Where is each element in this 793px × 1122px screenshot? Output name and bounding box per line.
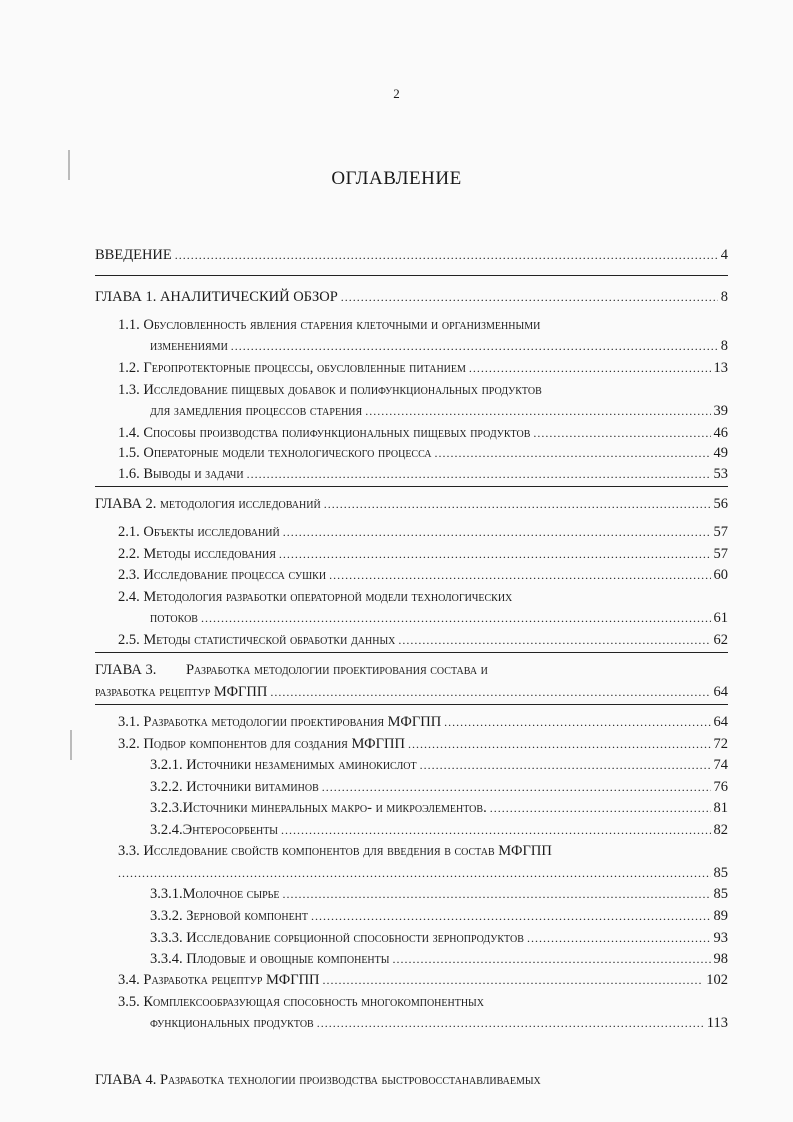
page-number: 2: [393, 86, 400, 101]
toc-label: изменениями: [150, 338, 228, 354]
toc-page: 4: [720, 247, 728, 263]
toc-entry-1-4[interactable]: [118, 424, 728, 442]
toc-page: 98: [713, 951, 728, 967]
toc-entry-1-2[interactable]: [118, 359, 728, 377]
toc-label: 3.2.2. Источники витаминов: [150, 779, 319, 795]
toc-entry-3-2[interactable]: [118, 735, 728, 753]
toc-label: 3.3.3. Исследование сорбционной способности зернопродуктов: [150, 930, 524, 946]
toc-entry-chapter-3-line1[interactable]: [95, 661, 488, 679]
toc-entry-chapter-1[interactable]: [95, 288, 728, 306]
toc-page: 57: [713, 546, 728, 562]
toc-page: 60: [713, 567, 728, 583]
toc-page: 64: [713, 714, 728, 730]
leader-dots: [329, 566, 710, 584]
leader-dots: [317, 1014, 704, 1032]
toc-entry-3-2-3[interactable]: [150, 799, 728, 817]
toc-label: 3.3.1.Молочное сырье: [150, 886, 280, 902]
toc-page: 76: [713, 779, 728, 795]
toc-entry-3-3-4[interactable]: [150, 950, 728, 968]
toc-entry-3-2-1[interactable]: [150, 756, 728, 774]
divider: [95, 275, 728, 276]
leader-dots: [279, 545, 711, 563]
toc-entry-1-6[interactable]: [118, 465, 728, 483]
toc-chapter-number: ГЛАВА 3.: [95, 662, 157, 678]
toc-page: 61: [713, 610, 728, 626]
toc-entry-3-3-line1[interactable]: 3.3. Исследование свойств компонентов для введения в состав МФГПП: [118, 843, 552, 859]
toc-entry-3-2-2[interactable]: [150, 778, 728, 796]
toc-label: 3.3.4. Плодовые и овощные компоненты: [150, 951, 390, 967]
toc-page: 39: [713, 403, 728, 419]
page-title: ОГЛАВЛЕНИЕ: [331, 168, 462, 189]
toc-label: 1.4. Способы производства полифункциональных пищевых продуктов: [118, 425, 531, 441]
leader-dots: [324, 495, 711, 513]
toc-page: 102: [706, 972, 728, 988]
toc-page: 85: [713, 865, 728, 881]
leader-dots: [408, 735, 711, 753]
leader-dots: [527, 929, 711, 947]
toc-page: 57: [713, 524, 728, 540]
toc-page: 85: [713, 886, 728, 902]
toc-entry-3-3[interactable]: [118, 864, 728, 882]
toc-label: функциональных продуктов: [150, 1015, 314, 1031]
toc-page: 93: [713, 930, 728, 946]
toc-label: 1.6. Выводы и задачи: [118, 466, 244, 482]
toc-label: 3.1. Разработка методологии проектирования МФГПП: [118, 714, 442, 730]
toc-page: 89: [713, 908, 728, 924]
toc-label: 2.3. Исследование процесса сушки: [118, 567, 327, 583]
toc-page: 53: [713, 466, 728, 482]
leader-dots: [281, 821, 710, 839]
toc-page: 8: [720, 338, 728, 354]
leader-dots: [323, 971, 704, 989]
toc-label: для замедления процессов старения: [150, 403, 363, 419]
toc-label: 2.5. Методы статистической обработки данных: [118, 632, 396, 648]
toc-entry-2-2[interactable]: [118, 545, 728, 563]
scan-artifact: [70, 730, 72, 760]
toc-entry-intro[interactable]: [95, 246, 728, 264]
toc-entry-chapter-3[interactable]: [95, 683, 728, 701]
toc-page: 82: [713, 822, 728, 838]
leader-dots: [341, 288, 718, 306]
toc-entry-2-3[interactable]: [118, 566, 728, 584]
leader-dots: [365, 402, 710, 420]
leader-dots: [247, 465, 711, 483]
toc-page: 46: [713, 425, 728, 441]
toc-entry-2-4-line1[interactable]: 2.4. Методология разработки операторной модели технологических: [118, 589, 513, 605]
leader-dots: [435, 444, 711, 462]
toc-page: 62: [713, 632, 728, 648]
toc-label: 3.2.1. Источники незаменимых аминокислот: [150, 757, 417, 773]
toc-label: 2.2. Методы исследования: [118, 546, 276, 562]
toc-entry-3-2-4[interactable]: [150, 821, 728, 839]
leader-dots: [444, 713, 710, 731]
toc-label: 1.2. Геропротекторные процессы, обусловленные питанием: [118, 360, 466, 376]
toc-page: 72: [713, 736, 728, 752]
toc-entry-2-5[interactable]: [118, 631, 728, 649]
toc-label: 1.5. Операторные модели технологического процесса: [118, 445, 432, 461]
toc-entry-1-5[interactable]: [118, 444, 728, 462]
divider: [95, 652, 728, 653]
leader-dots: [270, 683, 710, 701]
toc-entry-3-3-3[interactable]: [150, 929, 728, 947]
toc-page: 74: [713, 757, 728, 773]
toc-page: 13: [713, 360, 728, 376]
toc-entry-1-3-line1[interactable]: 1.3. Исследование пищевых добавок и полифункциональных продуктов: [118, 382, 542, 398]
leader-dots: [420, 756, 711, 774]
leader-dots: [392, 950, 710, 968]
leader-dots: [469, 359, 711, 377]
toc-entry-3-5-line1[interactable]: 3.5. Комплексообразующая способность многокомпонентных: [118, 994, 484, 1010]
toc-label: ВВЕДЕНИЕ: [95, 247, 172, 263]
toc-label: ГЛАВА 1. АНАЛИТИЧЕСКИЙ ОБЗОР: [95, 289, 338, 305]
toc-label: разработка рецептур МФГПП: [95, 684, 268, 700]
toc-page: 81: [713, 800, 728, 816]
toc-entry-3-5[interactable]: [150, 1014, 728, 1032]
toc-entry-1-3[interactable]: [150, 402, 728, 420]
toc-entry-2-1[interactable]: [118, 523, 728, 541]
toc-entry-2-4[interactable]: [150, 609, 728, 627]
toc-entry-3-3-1[interactable]: [150, 885, 728, 903]
toc-page: 49: [713, 445, 728, 461]
leader-dots: [282, 885, 710, 903]
leader-dots: [175, 246, 718, 264]
toc-entry-chapter-2[interactable]: [95, 495, 728, 513]
leader-dots: [322, 778, 711, 796]
toc-page: 56: [713, 496, 728, 512]
divider: [95, 486, 728, 487]
leader-dots: [283, 523, 711, 541]
divider: [95, 704, 728, 705]
toc-page: 64: [713, 684, 728, 700]
leader-dots: [231, 337, 718, 355]
toc-label: 3.2.3.Источники минеральных макро- и микроэлементов.: [150, 800, 487, 816]
toc-label: 3.4. Разработка рецептур МФГПП: [118, 972, 320, 988]
leader-dots: [118, 864, 711, 882]
toc-label: потоков: [150, 610, 198, 626]
toc-page: 8: [720, 289, 728, 305]
toc-page: 113: [706, 1015, 728, 1031]
leader-dots: [398, 631, 710, 649]
toc-label: 3.2. Подбор компонентов для создания МФГПП: [118, 736, 405, 752]
toc-entry-3-4[interactable]: [118, 971, 728, 989]
leader-dots: [490, 799, 711, 817]
toc-entry-1-1[interactable]: [150, 337, 728, 355]
toc-entry-3-1[interactable]: [118, 713, 728, 731]
toc-label: ГЛАВА 2. методология исследований: [95, 496, 321, 512]
leader-dots: [311, 907, 710, 925]
toc-entry-chapter-4[interactable]: ГЛАВА 4. Разработка технологии производства быстровосстанавливаемых: [95, 1072, 541, 1088]
leader-dots: [201, 609, 711, 627]
toc-label: 3.3.2. Зерновой компонент: [150, 908, 309, 924]
toc-entry-3-3-2[interactable]: [150, 907, 728, 925]
toc-label: 3.2.4.Энтеросорбенты: [150, 822, 279, 838]
toc-entry-1-1-line1[interactable]: 1.1. Обусловленность явления старения клеточными и организменными: [118, 317, 541, 333]
toc-label: Разработка методологии проектирования состава и: [185, 662, 488, 678]
leader-dots: [533, 424, 710, 442]
toc-label: 2.1. Объекты исследований: [118, 524, 280, 540]
